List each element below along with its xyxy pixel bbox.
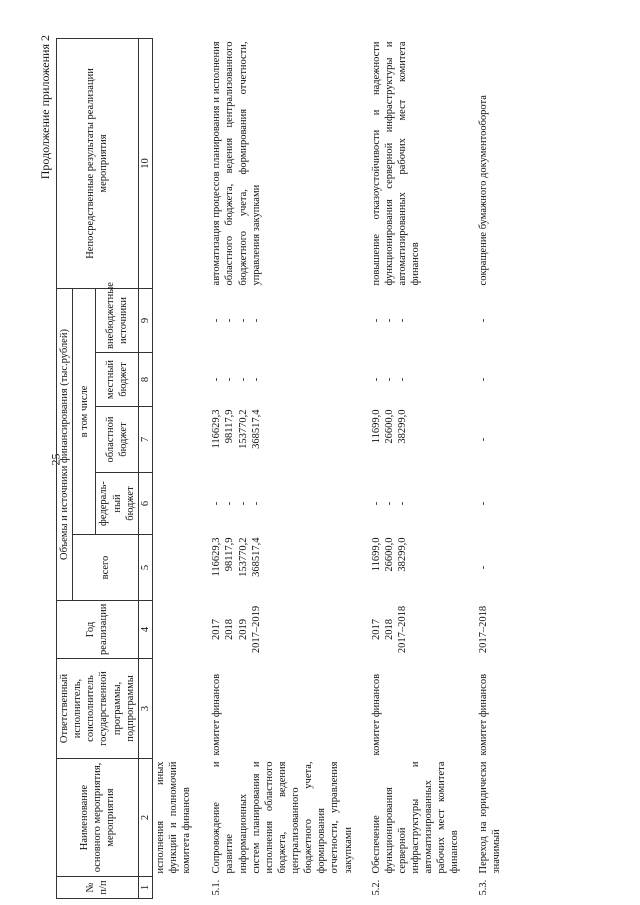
row-local: - - - bbox=[370, 377, 408, 382]
continuation-row bbox=[152, 38, 209, 898]
row-years: 2017 2018 2017–2018 bbox=[370, 605, 408, 654]
table-row-5-1 bbox=[209, 38, 368, 898]
header-federal: федераль-ный бюджет bbox=[96, 473, 138, 535]
column-number: 2 bbox=[138, 759, 152, 877]
header-name: Наименование основного мероприятия, мероприятия bbox=[57, 759, 139, 877]
header-responsible: Ответственный исполнитель, соисполнитель государственной программы, подпрограммы bbox=[57, 659, 139, 759]
column-number: 7 bbox=[138, 407, 152, 473]
row-responsible: комитет финансов bbox=[370, 673, 382, 756]
row-result: автоматизация процессов планирования и исполнения областного бюджета, ведения централизованного бюджетного учета, формирования отчетности, управления закупками bbox=[211, 41, 262, 286]
row-total: - bbox=[477, 565, 489, 570]
row-number: 5.1. bbox=[211, 879, 223, 896]
row-federal: - - - - bbox=[211, 501, 262, 506]
row-regional: 11699,0 26600,0 38299,0 bbox=[370, 409, 408, 444]
continuation-text: исполнения иных функций и полномочий комитета финансов bbox=[154, 761, 193, 874]
header-funding: Объемы и источники финансирования (тыс.рублей) bbox=[57, 288, 73, 600]
row-local: - bbox=[477, 377, 489, 382]
row-federal: - - - bbox=[370, 501, 408, 506]
table-row-5-3 bbox=[476, 38, 504, 898]
row-number: 5.2. bbox=[370, 879, 382, 896]
row-total: 11699,0 26600,0 38299,0 bbox=[370, 537, 408, 572]
column-numbers-row bbox=[138, 38, 152, 898]
page-number: 25 bbox=[48, 453, 63, 466]
row-local: - - - - bbox=[211, 377, 262, 382]
header-no: № п/п bbox=[57, 877, 139, 899]
row-number: 5.3. bbox=[477, 879, 489, 896]
header-including: в том числе bbox=[73, 288, 96, 534]
column-number: 4 bbox=[138, 601, 152, 659]
row-extra: - bbox=[477, 318, 489, 323]
header-result: Непосредственные результаты реализации мероприятия bbox=[57, 38, 139, 288]
column-number: 6 bbox=[138, 473, 152, 535]
funding-table bbox=[56, 38, 504, 899]
header-regional: областной бюджет bbox=[96, 407, 138, 473]
row-federal: - bbox=[477, 501, 489, 506]
row-responsible: комитет финансов bbox=[477, 673, 489, 756]
appendix-title: Продолжение приложения 2 bbox=[38, 35, 52, 180]
column-number: 5 bbox=[138, 535, 152, 601]
row-extra: - - - - bbox=[211, 318, 262, 323]
column-number: 10 bbox=[138, 38, 152, 288]
row-years: 2017 2018 2019 2017–2019 bbox=[211, 605, 262, 654]
header-year: Год реализации bbox=[57, 601, 139, 659]
row-extra: - - - bbox=[370, 318, 408, 323]
row-regional: 116629,3 98117,9 153770,2 368517,4 bbox=[211, 409, 262, 449]
row-result: сокращение бумажного документооборота bbox=[477, 95, 489, 286]
row-name: Сопровождение и развитие информационных систем планирования и исполнения областного бюджета, ведения централизованного бюджетного учета, формирования отчетности, управления закупками bbox=[211, 761, 354, 874]
row-result: повышение отказоустойчивости и надежности функционирования серверной инфраструктуры и автоматизированных рабочих мест комитета финансов bbox=[370, 41, 421, 286]
row-regional: - bbox=[477, 437, 489, 442]
column-number: 8 bbox=[138, 353, 152, 407]
header-extra: внебюджетные источники bbox=[96, 288, 138, 352]
column-number: 3 bbox=[138, 659, 152, 759]
table-row-5-2 bbox=[369, 38, 476, 898]
row-total: 116629,3 98117,9 153770,2 368517,4 bbox=[211, 537, 262, 577]
column-number: 9 bbox=[138, 288, 152, 352]
row-responsible: комитет финансов bbox=[211, 673, 223, 756]
row-name: Обеспечение функционирования серверной инфраструктуры и автоматизированных рабочих мест комитета финансов bbox=[370, 761, 461, 874]
row-years: 2017–2018 bbox=[477, 605, 489, 654]
row-name: Переход на юридически значимый bbox=[477, 761, 502, 874]
header-local: местный бюджет bbox=[96, 353, 138, 407]
header-total: всего bbox=[73, 535, 139, 601]
column-number: 1 bbox=[138, 877, 152, 899]
